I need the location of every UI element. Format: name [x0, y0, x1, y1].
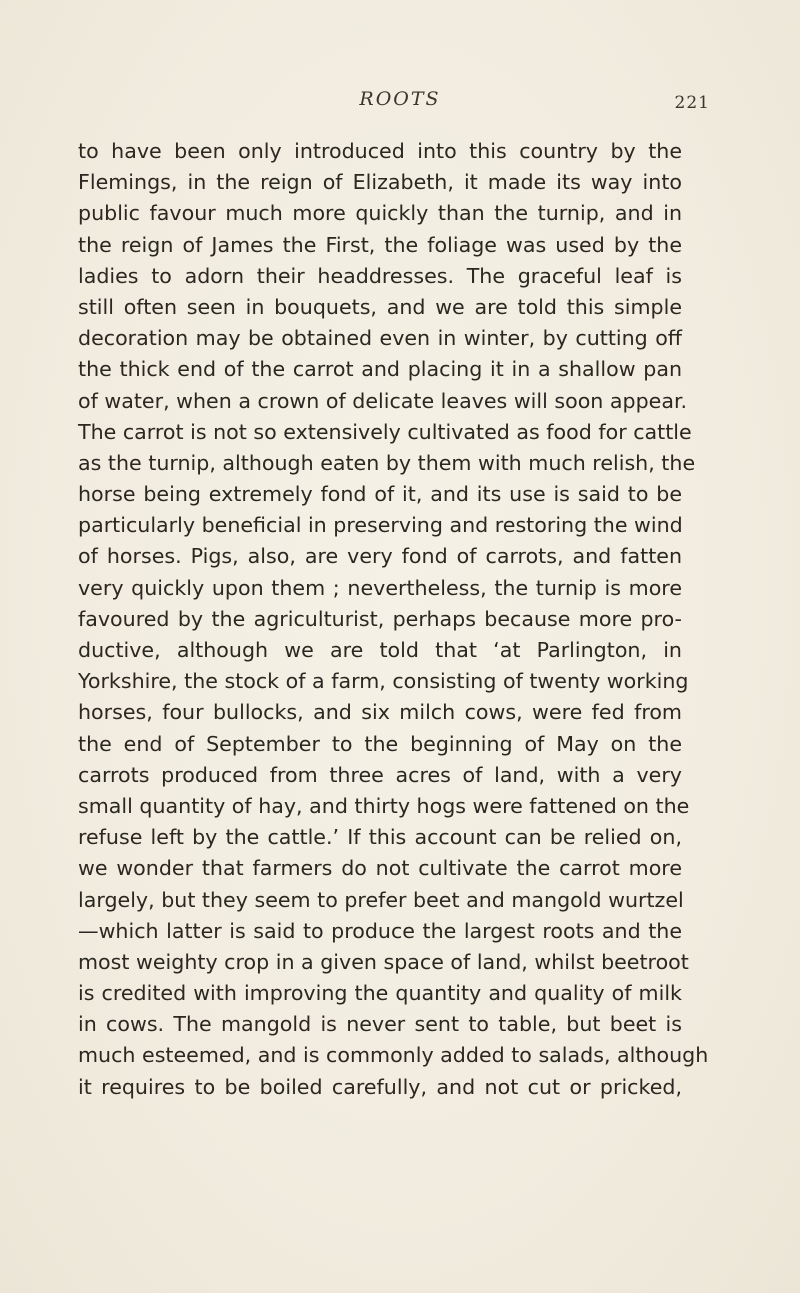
text-line: to have been only introduced into this country by the [78, 139, 682, 163]
text-line: refuse left by the cattle.’ If this account can be relied on, [78, 825, 682, 850]
text-line: horse being extremely fond of it, and its use is said to be [78, 482, 682, 507]
text-line: in cows. The mangold is never sent to table, but beet is [78, 1012, 682, 1037]
text-line: The carrot is not so extensively cultivated as food for cattle [78, 419, 692, 444]
text-line: is credited with improving the quantity and quality of milk [78, 981, 682, 1006]
text-line: favoured by the agriculturist, perhaps because more pro- [78, 606, 682, 631]
text-line: very quickly upon them ; nevertheless, the turnip is more [78, 575, 682, 600]
text-line: Yorkshire, the stock of a farm, consisting of twenty working [78, 669, 689, 694]
text-line: largely, but they seem to prefer beet and mangold wurtzel [78, 887, 684, 912]
text-line: ductive, although we are told that ‘at Parlington, in [78, 638, 682, 662]
text-line: the reign of James the First, the foliage was used by the [78, 232, 682, 257]
text-line: most weighty crop in a given space of land, whilst beetroot [78, 949, 689, 974]
text-line: of water, when a crown of delicate leaves will soon appear. [78, 388, 688, 413]
text-line: of horses. Pigs, also, are very fond of carrots, and fatten [78, 544, 682, 569]
text-line: the end of September to the beginning of May on the [78, 731, 682, 756]
text-line: horses, four bullocks, and six milch cows, were fed from [78, 700, 682, 725]
running-title: ROOTS [359, 88, 441, 110]
text-line: much esteemed, and is commonly added to salads, although [78, 1043, 709, 1068]
text-line: carrots produced from three acres of land, with a very [78, 762, 682, 787]
text-line: we wonder that farmers do not cultivate the carrot more [78, 856, 682, 881]
text-line: particularly beneficial in preserving and restoring the wind [78, 513, 683, 538]
body-text [78, 136, 709, 1103]
running-head [0, 88, 800, 114]
text-line: the thick end of the carrot and placing it in a shallow pan [78, 357, 682, 382]
text-line: it requires to be boiled carefully, and not cut or pricked, [78, 1074, 682, 1099]
text-line: small quantity of hay, and thirty hogs were fattened on the [78, 793, 690, 818]
page-number: 221 [674, 93, 710, 113]
text-line: decoration may be obtained even in winter, by cutting off [78, 326, 682, 351]
text-line: —which latter is said to produce the largest roots and the [78, 918, 682, 943]
text-line: public favour much more quickly than the turnip, and in [78, 201, 682, 226]
text-line: still often seen in bouquets, and we are told this simple [78, 294, 682, 319]
text-line: as the turnip, although eaten by them with much relish, the [78, 450, 696, 475]
text-line: ladies to adorn their headdresses. The graceful leaf is [78, 263, 682, 288]
text-line: Flemings, in the reign of Elizabeth, it made its way into [78, 170, 682, 195]
